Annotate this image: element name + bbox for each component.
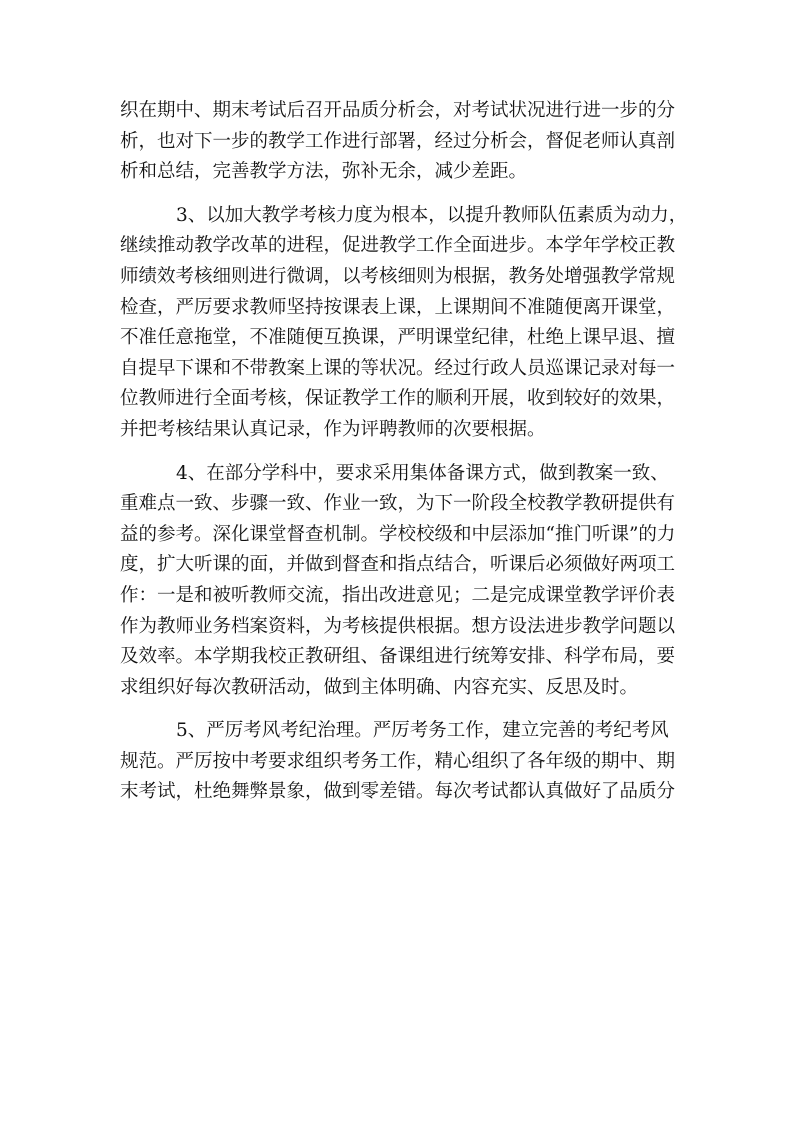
paragraph-gap [120,446,680,459]
text-line: 师绩效考核细则进行微调，以考核细则为根据，教务处增强教学常规 [120,265,676,287]
text-line: 并把考核结果认真记录，作为评聘教师的次要根据。 [120,418,546,440]
text-line: 求组织好每次教研活动，做到主体明确、内容充实、反思及时。 [120,676,639,698]
text-line: 析和总结，完善教学方法，弥补无余，减少差距。 [120,161,528,183]
paragraph-first-line: 5、严厉考风考纪治理。严厉考务工作，建立完善的考纪考风 [176,720,669,742]
paragraph-gap [120,188,680,201]
text-line: 不准任意拖堂，不准随便互换课，严明课堂纪律，杜绝上课早退、擅 [120,327,676,349]
text-line: 及效率。本学期我校正教研组、备课组进行统筹安排、科学布局，要 [120,646,676,668]
text-line: 检查，严厉要求教师坚持按课表上课，上课期间不准随便离开课堂， [120,296,676,318]
text-line: 作为教师业务档案资料，为考核提供根据。想方设法进步教学问题以 [120,615,676,637]
text-line: 益的参考。深化课堂督查机制。学校校级和中层添加“推门听课”的力 [120,523,676,545]
text-line: 重难点一致、步骤一致、作业一致，为下一阶段全校教学教研提供有 [120,493,676,515]
text-line: 作：一是和被听教师交流，指出改进意见；二是完成课堂教学评价表 [120,584,676,606]
text-line: 织在期中、期末考试后召开品质分析会，对考试状况进行进一步的分 [120,100,676,121]
text-line: 继续推动教学改革的进程，促进教学工作全面进步。本学年学校正教 [120,235,676,257]
document-body [120,96,688,808]
text-line: 位教师进行全面考核，保证教学工作的顺利开展，收到较好的效果， [120,388,676,410]
paragraph-first-line: 4、在部分学科中，要求采用集体备课方式，做到教案一致、 [176,462,669,484]
paragraph-gap [120,703,680,716]
text-line: 度，扩大听课的面，并做到督查和指点结合，听课后必须做好两项工 [120,554,676,576]
text-line: 自提早下课和不带教案上课的等状况。经过行政人员巡课记录对每一 [120,357,676,379]
text-line: 析，也对下一步的教学工作进行部署，经过分析会，督促老师认真剖 [120,130,676,152]
text-line: 末考试，杜绝舞弊景象，做到零差错。每次考试都认真做好了品质分 [120,781,676,803]
paragraph-first-line: 3、以加大教学考核力度为根本，以提升教师队伍素质为动力， [176,204,688,226]
text-line: 规范。严厉按中考要求组织考务工作，精心组织了各年级的期中、期 [120,750,676,772]
